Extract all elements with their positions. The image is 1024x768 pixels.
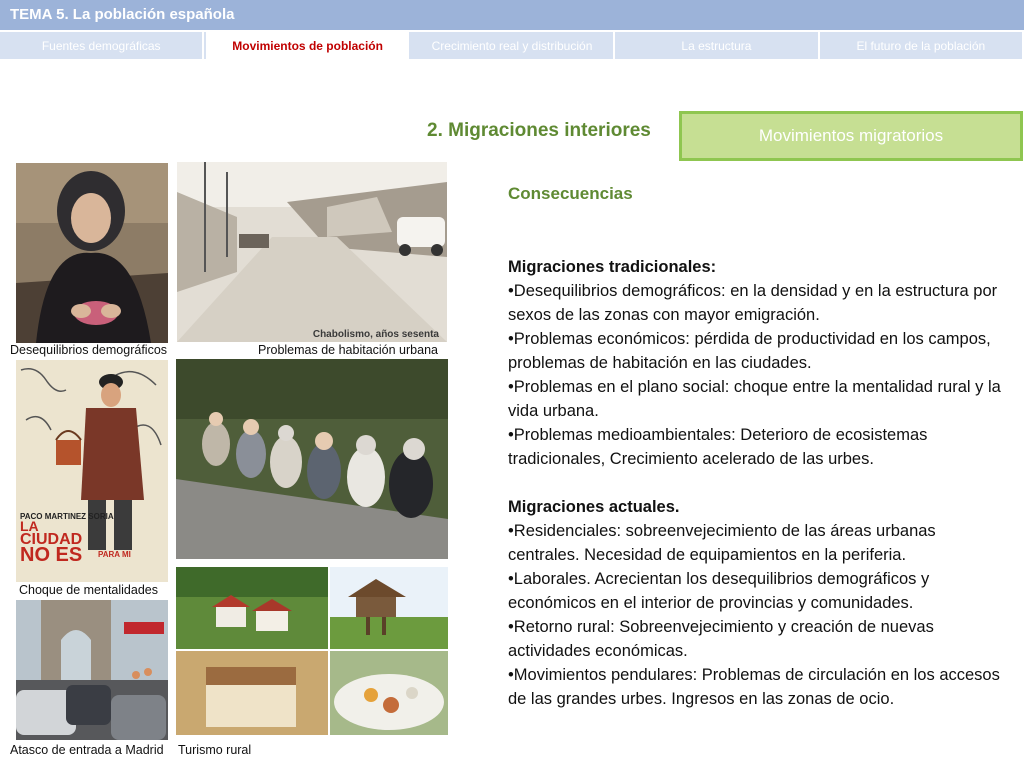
shanty-town-photo: [177, 162, 447, 342]
tab-crecimiento-real[interactable]: Crecimiento real y distribución: [411, 32, 615, 59]
poster-caption: Choque de mentalidades: [19, 583, 158, 597]
traffic-caption: Atasco de entrada a Madrid: [10, 743, 164, 757]
section-title: 2. Migraciones interiores: [427, 120, 651, 141]
poster-title-la: LA: [20, 518, 39, 534]
movimientos-migratorios-button[interactable]: Movimientos migratorios: [679, 111, 1023, 161]
traditional-item: •Problemas en el plano social: choque entre la mentalidad rural y la vida urbana.: [508, 378, 1001, 420]
rural-caption: Turismo rural: [178, 743, 252, 757]
current-heading: Migraciones actuales.: [508, 498, 680, 516]
traffic-photo: [16, 600, 168, 740]
tab-movimientos-de-poblacion[interactable]: Movimientos de población: [204, 32, 410, 59]
spacer: [508, 471, 1008, 495]
poster-actor-name: PACO MARTINEZ SORIA: [20, 512, 114, 521]
old-woman-photo: [16, 163, 168, 343]
tab-fuentes-demograficas[interactable]: Fuentes demográficas: [0, 32, 204, 59]
tab-el-futuro[interactable]: El futuro de la población: [820, 32, 1024, 59]
traditional-heading: Migraciones tradicionales:: [508, 258, 717, 276]
old-woman-caption: Desequilibrios demográficos: [10, 343, 168, 357]
poster-title-no-es: NO ES: [20, 544, 83, 566]
consequences-text: [508, 255, 1008, 711]
poster-title-ciudad: CIUDAD: [20, 531, 83, 548]
traditional-item: •Problemas medioambientales: Deterioro de ecosistemas tradicionales, Crecimiento acelerado de las urbes.: [508, 426, 928, 468]
current-item: •Residenciales: sobreenvejecimiento de las áreas urbanas centrales. Necesidad de equipamientos en la periferia.: [508, 522, 936, 564]
movie-poster-photo: [16, 360, 168, 582]
shanty-overlay-text: Chabolismo, años sesenta: [312, 329, 439, 340]
tab-bar: [0, 32, 1024, 59]
rural-tourism-photo: [176, 567, 448, 735]
traditional-item: •Desequilibrios demográficos: en la densidad y en la estructura por sexos de las zonas con mayor emigración.: [508, 282, 998, 324]
tab-la-estructura[interactable]: La estructura: [615, 32, 819, 59]
poster-title-para-mi: PARA MI: [98, 550, 131, 559]
shanty-caption: Problemas de habitación urbana: [258, 343, 438, 357]
current-item: •Laborales. Acrecientan los desequilibrios demográficos y económicos en el interior de provincias y comunidades.: [508, 570, 930, 612]
top-title-bar: [0, 0, 1024, 30]
traditional-item: •Problemas económicos: pérdida de productividad en los campos, problemas de habitación en las ciudades.: [508, 330, 991, 372]
elderly-benches-photo: [176, 359, 448, 559]
consecuencias-heading: Consecuencias: [508, 184, 633, 203]
current-item: •Retorno rural: Sobreenvejecimiento y creación de nuevas actividades económicas.: [508, 618, 934, 660]
topic-title: TEMA 5. La población española: [10, 6, 235, 23]
current-item: •Movimientos pendulares: Problemas de circulación en los accesos de las grandes urbes. Ingresos en las zonas de ocio.: [508, 666, 1000, 708]
